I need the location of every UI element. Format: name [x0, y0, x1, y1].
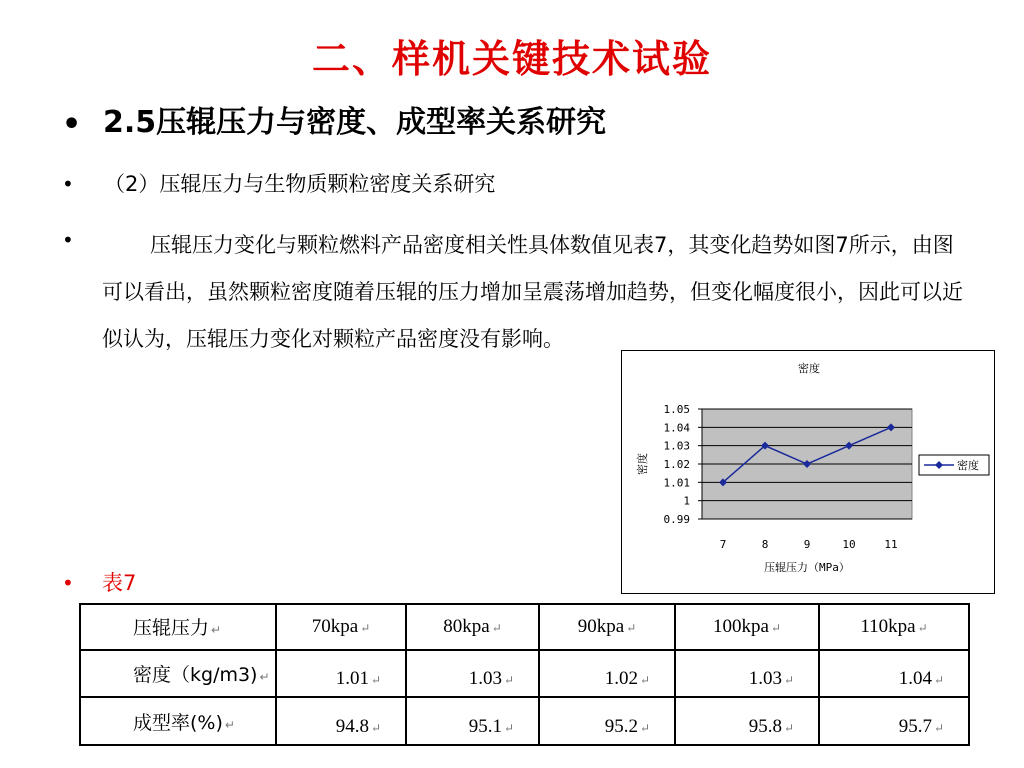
table-cell: [539, 604, 675, 650]
cell-text: 95.2: [604, 716, 638, 737]
chart-title: 密度: [798, 362, 820, 375]
legend-label: 密度: [957, 459, 979, 472]
table-cell: [276, 650, 406, 698]
return-mark-icon: ↵: [259, 670, 270, 685]
cell-text: 压辊压力: [133, 617, 210, 640]
table-cell: [406, 604, 539, 650]
table-cell: [276, 697, 406, 745]
subsection-heading-text: （2）压辊压力与生物质颗粒密度关系研究: [104, 172, 496, 196]
x-tick-label: 7: [719, 538, 727, 551]
table-row: [80, 650, 969, 698]
table-row: [80, 697, 969, 745]
cell-text: 110kpa: [860, 615, 916, 637]
bullet-dot: •: [62, 172, 74, 196]
return-mark-icon: ↵: [370, 673, 381, 688]
bullet-dot: •: [62, 571, 74, 595]
table-cell: [819, 650, 969, 698]
table-cell: [80, 697, 276, 745]
slide-title: 二、样机关键技术试验: [311, 36, 712, 81]
cell-text: 1.01: [335, 668, 369, 690]
body-paragraph: 压辊压力变化与颗粒燃料产品密度相关性具体数值见表7，其变化趋势如图7所示，由图可以看出，虽然颗粒密度随着压辊的压力增加呈震荡增加趋势，但变化幅度很小，因此可以近似认为，压辊压力变化对颗粒产品密度没有影响。: [102, 233, 963, 351]
table-cell: [80, 604, 276, 650]
x-axis-ticks: [720, 538, 898, 551]
bullet-dot: •: [62, 107, 82, 142]
cell-text: 1.02: [604, 668, 638, 690]
cell-text: 1.03: [748, 668, 782, 690]
return-mark-icon: ↵: [917, 620, 928, 635]
return-mark-icon: ↵: [503, 673, 514, 688]
cell-text: 成型率(%): [133, 711, 223, 734]
table-cell: [675, 650, 819, 698]
x-tick-label: 11: [884, 538, 898, 551]
y-tick-label: 1.05: [663, 403, 690, 416]
cell-text: 100kpa: [713, 615, 769, 637]
cell-text: 90kpa: [577, 615, 625, 637]
table-cell: [276, 604, 406, 650]
return-mark-icon: ↵: [491, 620, 502, 635]
table-cell: [539, 650, 675, 698]
x-tick-label: 10: [842, 538, 856, 551]
y-tick-label: 1: [683, 494, 690, 508]
table-cell: [406, 697, 539, 745]
density-chart-svg: [622, 351, 994, 593]
table-row: [80, 604, 969, 650]
cell-text: 95.8: [748, 716, 782, 737]
return-mark-icon: ↵: [503, 721, 514, 735]
table-cell: [819, 697, 969, 745]
table-cell: [539, 697, 675, 745]
return-mark-icon: ↵: [639, 721, 650, 735]
y-tick-label: 1.02: [663, 458, 690, 471]
return-mark-icon: ↵: [783, 673, 794, 688]
table-caption-text: 表7: [102, 571, 137, 595]
return-mark-icon: ↵: [211, 623, 222, 638]
y-tick-label: 1.01: [663, 476, 690, 490]
cell-text: 70kpa: [311, 615, 359, 637]
y-tick-label: 0.99: [663, 513, 690, 526]
table-cell: [675, 697, 819, 745]
return-mark-icon: ↵: [933, 721, 944, 735]
return-mark-icon: ↵: [224, 717, 235, 732]
x-tick-label: 9: [803, 538, 811, 551]
table-cell: [675, 604, 819, 650]
table-cell: [819, 604, 969, 650]
table-cell: [406, 650, 539, 698]
y-tick-label: 1.03: [663, 439, 690, 453]
cell-text: 1.03: [468, 668, 502, 690]
y-tick-label: 1.04: [663, 421, 690, 435]
x-axis-label: 压辊压力（MPa）: [764, 561, 850, 574]
return-mark-icon: ↵: [370, 721, 381, 735]
cell-text: 94.8: [335, 716, 369, 737]
legend: [919, 455, 989, 475]
return-mark-icon: ↵: [360, 620, 371, 635]
cell-text: 95.7: [898, 716, 932, 737]
return-mark-icon: ↵: [639, 673, 650, 688]
cell-text: 80kpa: [443, 615, 490, 637]
return-mark-icon: ↵: [626, 620, 637, 635]
table-cell: [80, 650, 276, 698]
return-mark-icon: ↵: [783, 721, 794, 735]
bullet-dot: •: [62, 228, 74, 252]
section-heading-text: 2.5压辊压力与密度、成型率关系研究: [103, 105, 607, 140]
y-axis-label: 密度: [636, 453, 649, 475]
return-mark-icon: ↵: [770, 620, 781, 635]
y-axis-ticks: [664, 403, 703, 526]
return-mark-icon: ↵: [933, 673, 944, 688]
cell-text: 1.04: [898, 668, 932, 690]
cell-text: 密度（kg/m3): [133, 664, 258, 687]
cell-text: 95.1: [468, 716, 502, 737]
density-chart: [621, 350, 995, 594]
data-table: [79, 603, 970, 746]
x-tick-label: 8: [761, 538, 769, 551]
